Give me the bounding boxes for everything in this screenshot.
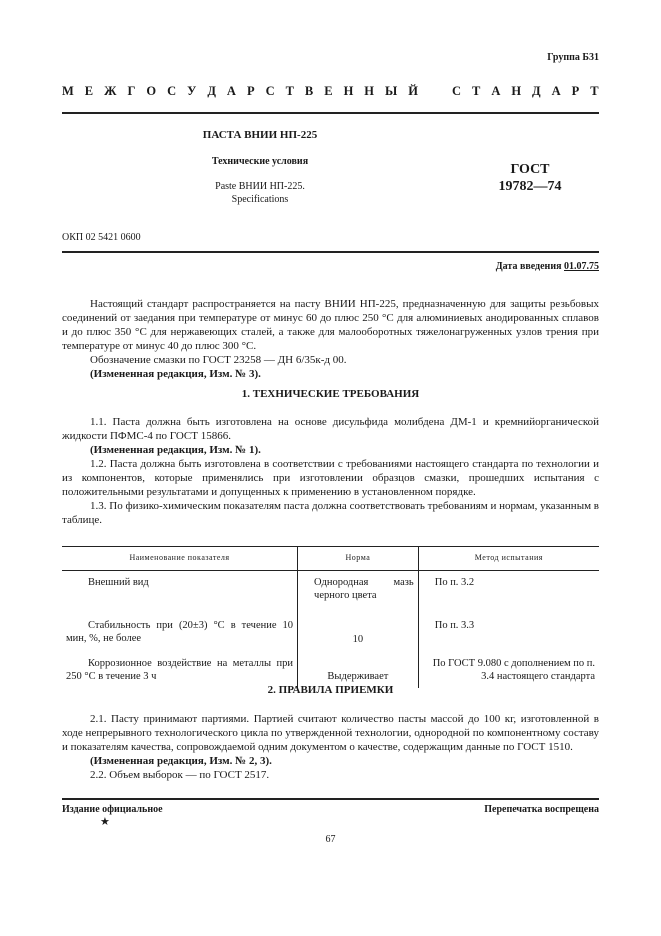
banner-letter: А xyxy=(226,84,236,98)
requirements-table xyxy=(62,546,599,688)
table-cell-norm: Выдерживает xyxy=(298,651,419,688)
official-edition-label: Издание официальное xyxy=(62,804,163,815)
banner-letter: Н xyxy=(511,84,522,98)
table-header-parameter: Наименование показателя xyxy=(62,547,298,571)
table-cell-method: По п. 3.2 xyxy=(418,571,599,608)
document-title-en: Paste ВНИИ НП-225. xyxy=(215,181,305,192)
table-header-row xyxy=(62,547,599,571)
page-number: 67 xyxy=(325,834,336,845)
section1-body xyxy=(62,415,599,527)
intro-section xyxy=(62,297,599,381)
banner-letter: Ы xyxy=(385,84,398,98)
table-header-method: Метод испытания xyxy=(418,547,599,571)
banner-letter: У xyxy=(187,84,197,98)
clause-1-1: 1.1. Паста должна быть изготовлена на основе дисульфида молибдена ДМ-1 и кремнийорганической жидкости ПФМС-4 по ГОСТ 15866. xyxy=(62,416,599,442)
banner-letter: С xyxy=(451,84,461,98)
banner-letter: Т xyxy=(590,84,599,98)
clause-2-1: 2.1. Пасту принимают партиями. Партией считают количество пасты массой до 100 кг, изготовленной в ходе непрерывного технологического цикла по утвержденной технологии, однородной по компонентному составу и показателям качества, сопровождаемой одним документом о качестве, содержащим данные по ГОСТ 1510. xyxy=(62,713,599,753)
okp-code: ОКП 02 5421 0600 xyxy=(62,232,141,243)
banner-letter: М xyxy=(62,84,74,98)
banner-letter: О xyxy=(146,84,157,98)
table-cell-method: По п. 3.3 xyxy=(418,607,599,651)
header-rule xyxy=(62,112,599,114)
banner-letter: А xyxy=(551,84,561,98)
standard-banner xyxy=(62,84,599,99)
section1-title: 1. ТЕХНИЧЕСКИЕ ТРЕБОВАНИЯ xyxy=(241,388,420,400)
intro-date xyxy=(496,261,599,272)
table-header-norm: Норма xyxy=(298,547,419,571)
table-cell-norm: 10 xyxy=(298,607,419,651)
banner-letter: Т xyxy=(285,84,294,98)
table-row xyxy=(62,607,599,651)
group-code: Группа Б31 xyxy=(547,52,599,63)
banner-letter xyxy=(429,84,441,99)
banner-letter: Н xyxy=(364,84,375,98)
banner-letter: Д xyxy=(207,84,216,98)
clause-2-2: 2.2. Объем выборок — по ГОСТ 2517. xyxy=(90,769,270,781)
section2-body xyxy=(62,712,599,782)
banner-letter: С xyxy=(265,84,275,98)
banner-letter: С xyxy=(167,84,177,98)
banner-letter: Й xyxy=(408,84,418,98)
banner-letter: А xyxy=(491,84,501,98)
table-cell-norm: Однородная мазь черного цвета xyxy=(298,571,419,608)
clause-2-1-note: (Измененная редакция, Изм. № 2, 3). xyxy=(90,755,272,767)
banner-letter: Р xyxy=(571,84,580,98)
banner-letter: Р xyxy=(246,84,255,98)
table-row xyxy=(62,571,599,608)
banner-letter: Г xyxy=(127,84,136,98)
intro-designation: Обозначение смазки по ГОСТ 23258 — ДН 6/35к-д 00. xyxy=(90,354,347,366)
banner-letter: Д xyxy=(532,84,541,98)
document-subtitle: Технические условия xyxy=(211,156,309,167)
intro-date-label: Дата введения xyxy=(495,261,564,272)
banner-letter: Е xyxy=(84,84,94,98)
banner-letter: Ж xyxy=(104,84,117,98)
reprint-prohibited-label: Перепечатка воспрещена xyxy=(484,804,599,815)
banner-letter: Т xyxy=(471,84,481,98)
footer-rule xyxy=(62,798,599,800)
banner-letter: В xyxy=(304,84,314,98)
intro-revision-note: (Измененная редакция, Изм. № 3). xyxy=(90,368,261,380)
star-icon: ★ xyxy=(100,816,110,828)
banner-letter: Н xyxy=(343,84,354,98)
document-subtitle-en: Specifications xyxy=(231,194,289,205)
table-row xyxy=(62,651,599,688)
intro-paragraph: Настоящий стандарт распространяется на пасту ВНИИ НП-225, предназначенную для защиты резьбовых соединений от заедания при температуре от минус 60 до плюс 250 °С для алюминиевых анодированных сплавов и до плюс 350 °С для нержавеющих сталей, а также для малооборотных тяжелонагруженных узлов трения при температуре от минус 40 до плюс 300 °С. xyxy=(62,298,599,352)
table-cell-parameter: Внешний вид xyxy=(88,577,149,588)
intro-date-value: 01.07.75 xyxy=(564,261,599,272)
table-cell-parameter: Коррозионное воздействие на металлы при 250 °С в течение 3 ч xyxy=(66,658,294,682)
okp-rule xyxy=(62,251,599,253)
table-cell-parameter: Стабильность при (20±3) °С в течение 10 мин, %, не более xyxy=(66,620,294,644)
clause-1-2: 1.2. Паста должна быть изготовлена в соответствии с требованиями настоящего стандарта по технологии и из компонентов, которые применялись при изготовлении образцов смазки, прошедших испытания с положительными результатами и допущенных к применению в установленном порядке. xyxy=(62,458,599,498)
gost-number: 19782—74 xyxy=(498,179,562,194)
banner-letter: Е xyxy=(324,84,333,98)
clause-1-3: 1.3. По физико-химическим показателям паста должна соответствовать требованиям и нормам, указанным в таблице. xyxy=(62,500,599,526)
clause-1-1-note: (Измененная редакция, Изм. № 1). xyxy=(90,444,261,456)
section2-title: 2. ПРАВИЛА ПРИЕМКИ xyxy=(267,684,394,696)
gost-label: ГОСТ xyxy=(510,162,550,177)
table-cell-method: По ГОСТ 9.080 с дополнением по п. 3.4 настоящего стандарта xyxy=(418,651,599,688)
document-title: ПАСТА ВНИИ НП-225 xyxy=(202,129,318,141)
